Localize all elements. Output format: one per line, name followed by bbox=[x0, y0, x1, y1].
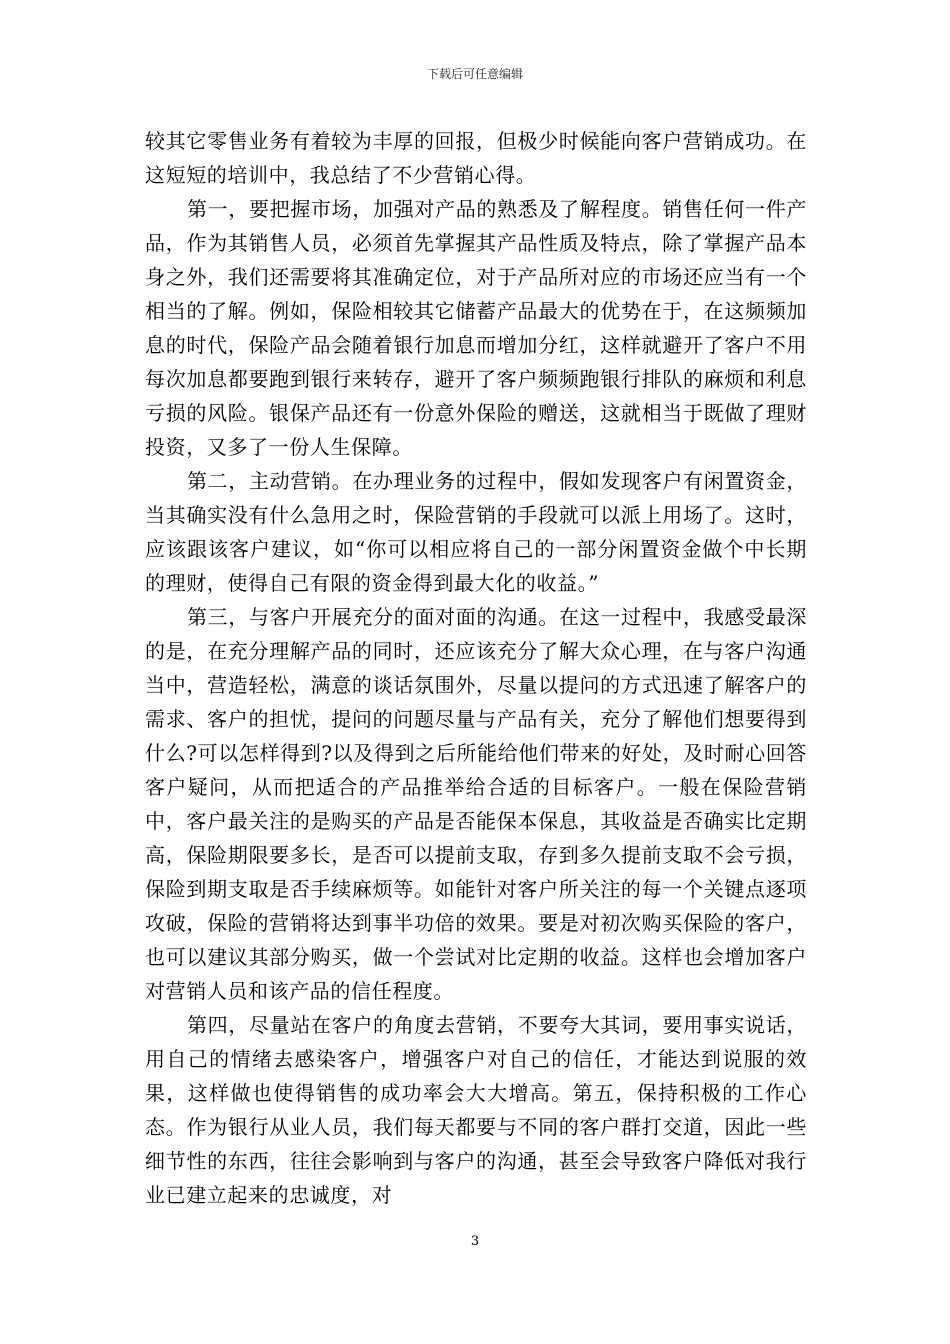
paragraph-fourth-point: 第四，尽量站在客户的角度去营销，不要夸大其词，要用事实说话，用自己的情绪去感染客户，增强客户对自己的信任，才能达到说服的效果，这样做也使得销售的成功率会大大增高。第五，保持积极的工作心态。作为银行从业人员，我们每天都要与不同的客户群打交道，因此一些细节性的东西，往往会影响到与客户的沟通，甚至会导致客户降低对我行业已建立起来的忠诚度，对 bbox=[145, 1013, 807, 1207]
page-header: 下载后可任意编辑 bbox=[426, 67, 523, 81]
page-number: 3 bbox=[470, 1234, 480, 1249]
paragraph-first-point: 第一，要把握市场，加强对产品的熟悉及了解程度。销售任何一件产品，作为其销售人员，必须首先掌握其产品性质及特点，除了掌握产品本身之外，我们还需要将其准确定位，对于产品所对应的市场还应当有一个相当的了解。例如，保险相较其它储蓄产品最大的优势在于，在这频频加息的时代，保险产品会随着银行加息而增加分红，这样就避开了客户不用每次加息都要跑到银行来转存，避开了客户频频跑银行排队的麻烦和利息亏损的风险。银保产品还有一份意外保险的赠送，这就相当于既做了理财投资，又多了一份人生保障。 bbox=[145, 197, 807, 459]
document-body bbox=[145, 124, 807, 1212]
paragraph-third-point: 第三，与客户开展充分的面对面的沟通。在这一过程中，我感受最深的是，在充分理解产品的同时，还应该充分了解大众心理，在与客户沟通当中，营造轻松，满意的谈话氛围外，尽量以提问的方式迅速了解客户的需求、客户的担忧，提问的问题尽量与产品有关，充分了解他们想要得到什么?可以怎样得到?以及得到之后所能给他们带来的好处，及时耐心回答客户疑问，从而把适合的产品推举给合适的目标客户。一般在保险营销中，客户最关注的是购买的产品是否能保本保息，其收益是否确实比定期高，保险期限要多长，是否可以提前支取，存到多久提前支取不会亏损，保险到期支取是否手续麻烦等。如能针对客户所关注的每一个关键点逐项攻破，保险的营销将达到事半功倍的效果。要是对初次购买保险的客户，也可以建议其部分购买，做一个尝试对比定期的收益。这样也会增加客户对营销人员和该产品的信任程度。 bbox=[145, 605, 807, 1003]
paragraph-continuation: 较其它零售业务有着较为丰厚的回报，但极少时候能向客户营销成功。在这短短的培训中，我总结了不少营销心得。 bbox=[145, 129, 807, 187]
paragraph-second-point: 第二，主动营销。在办理业务的过程中，假如发现客户有闲置资金，当其确实没有什么急用之时，保险营销的手段就可以派上用场了。这时，应该跟该客户建议，如“你可以相应将自己的一部分闲置资金做个中长期的理财，使得自己有限的资金得到最大化的收益。” bbox=[145, 469, 807, 595]
